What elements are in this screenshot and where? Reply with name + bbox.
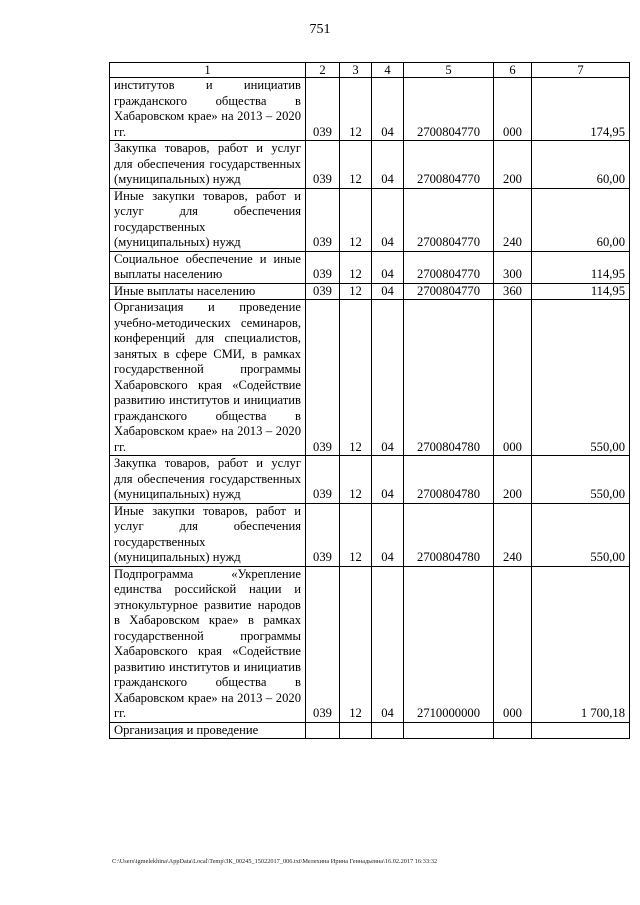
header-cell: 6: [494, 63, 532, 78]
target-article-cell: 2710000000: [404, 566, 494, 722]
subsection-code-cell: 04: [372, 283, 404, 300]
amount-cell: 174,95: [532, 78, 630, 141]
page-number: 751: [309, 22, 331, 37]
target-article-cell: 2700804770: [404, 283, 494, 300]
section-code-cell: 12: [340, 566, 372, 722]
row-name-cell: Закупка товаров, работ и услуг для обеспечения государственных (муниципальных) нужд: [110, 141, 306, 189]
target-article-cell: 2700804770: [404, 188, 494, 251]
amount-cell: 114,95: [532, 251, 630, 283]
row-name-cell: Организация и проведение учебно-методических семинаров, конференций для специалистов, занятых в сфере СМИ, в рамках государственной программы Хабаровского края «Содействие развитию институтов и инициатив гражданского общества в Хабаровском крае» на 2013 – 2020 гг.: [110, 300, 306, 456]
row-name-cell: Социальное обеспечение и иные выплаты населению: [110, 251, 306, 283]
ministry-code-cell: [306, 722, 340, 739]
header-cell: 1: [110, 63, 306, 78]
header-cell: 2: [306, 63, 340, 78]
table-row: [110, 456, 630, 504]
table-row: [110, 300, 630, 456]
target-article-cell: 2700804770: [404, 141, 494, 189]
ministry-code-cell: 039: [306, 251, 340, 283]
section-code-cell: 12: [340, 188, 372, 251]
section-code-cell: 12: [340, 251, 372, 283]
table-row: [110, 566, 630, 722]
expense-type-cell: 000: [494, 300, 532, 456]
table-row: [110, 722, 630, 739]
row-name-cell: Иные закупки товаров, работ и услуг для обеспечения государственных (муниципальных) нужд: [110, 503, 306, 566]
expense-type-cell: 000: [494, 78, 532, 141]
row-name-cell: Иные закупки товаров, работ и услуг для обеспечения государственных (муниципальных) нужд: [110, 188, 306, 251]
section-code-cell: 12: [340, 283, 372, 300]
expense-type-cell: 200: [494, 141, 532, 189]
subsection-code-cell: 04: [372, 188, 404, 251]
ministry-code-cell: 039: [306, 503, 340, 566]
file-path-footer: C:\Users\igmelekhina\AppData\Local\Temp\ЗК_00245_15022017_006.txt\Мелехина Ирина Геннадьевна\16.02.2017 16:33:32: [112, 858, 438, 865]
row-name-cell: Иные выплаты населению: [110, 283, 306, 300]
target-article-cell: 2700804770: [404, 251, 494, 283]
header-cell: 3: [340, 63, 372, 78]
amount-cell: 550,00: [532, 456, 630, 504]
header-cell: 5: [404, 63, 494, 78]
subsection-code-cell: 04: [372, 503, 404, 566]
ministry-code-cell: 039: [306, 188, 340, 251]
subsection-code-cell: 04: [372, 78, 404, 141]
header-cell: 4: [372, 63, 404, 78]
section-code-cell: 12: [340, 300, 372, 456]
section-code-cell: [340, 722, 372, 739]
amount-cell: 550,00: [532, 503, 630, 566]
row-name-cell: Организация и проведение: [110, 722, 306, 739]
table-row: [110, 283, 630, 300]
table-row: [110, 503, 630, 566]
amount-cell: 60,00: [532, 141, 630, 189]
amount-cell: 114,95: [532, 283, 630, 300]
target-article-cell: 2700804770: [404, 78, 494, 141]
section-code-cell: 12: [340, 141, 372, 189]
table-row: [110, 141, 630, 189]
table-row: [110, 251, 630, 283]
subsection-code-cell: 04: [372, 141, 404, 189]
subsection-code-cell: 04: [372, 300, 404, 456]
ministry-code-cell: 039: [306, 456, 340, 504]
ministry-code-cell: 039: [306, 78, 340, 141]
amount-cell: 60,00: [532, 188, 630, 251]
expense-type-cell: 240: [494, 188, 532, 251]
expense-type-cell: 300: [494, 251, 532, 283]
ministry-code-cell: 039: [306, 566, 340, 722]
expense-type-cell: [494, 722, 532, 739]
subsection-code-cell: 04: [372, 251, 404, 283]
section-code-cell: 12: [340, 456, 372, 504]
table-row: [110, 78, 630, 141]
amount-cell: 550,00: [532, 300, 630, 456]
amount-cell: [532, 722, 630, 739]
target-article-cell: 2700804780: [404, 300, 494, 456]
table-header-row: [110, 63, 630, 78]
subsection-code-cell: [372, 722, 404, 739]
ministry-code-cell: 039: [306, 283, 340, 300]
row-name-cell: институтов и инициатив гражданского общества в Хабаровском крае» на 2013 – 2020 гг.: [110, 78, 306, 141]
subsection-code-cell: 04: [372, 566, 404, 722]
subsection-code-cell: 04: [372, 456, 404, 504]
target-article-cell: 2700804780: [404, 456, 494, 504]
expense-type-cell: 240: [494, 503, 532, 566]
target-article-cell: 2700804780: [404, 503, 494, 566]
row-name-cell: Подпрограмма «Укрепление единства российской нации и этнокультурное развитие народов в Хабаровском крае» в рамках государственной программы Хабаровского края «Содействие развитию институтов и инициатив гражданского общества в Хабаровском крае» на 2013 – 2020 гг.: [110, 566, 306, 722]
ministry-code-cell: 039: [306, 141, 340, 189]
target-article-cell: [404, 722, 494, 739]
table-row: [110, 188, 630, 251]
header-cell: 7: [532, 63, 630, 78]
amount-cell: 1 700,18: [532, 566, 630, 722]
expense-type-cell: 000: [494, 566, 532, 722]
ministry-code-cell: 039: [306, 300, 340, 456]
expense-type-cell: 200: [494, 456, 532, 504]
section-code-cell: 12: [340, 78, 372, 141]
expense-type-cell: 360: [494, 283, 532, 300]
budget-table: [109, 62, 630, 739]
row-name-cell: Закупка товаров, работ и услуг для обеспечения государственных (муниципальных) нужд: [110, 456, 306, 504]
section-code-cell: 12: [340, 503, 372, 566]
